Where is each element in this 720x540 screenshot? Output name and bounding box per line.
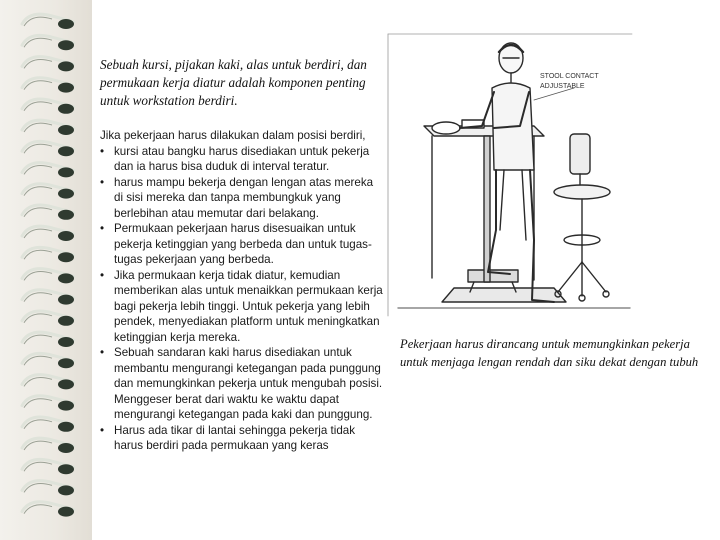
binder-ring-icon <box>22 120 74 135</box>
binder-ring-icon <box>22 141 74 156</box>
binder-ring-icon <box>22 459 74 474</box>
binder-ring-icon <box>22 269 74 284</box>
bullet-item: • harus mampu bekerja dengan lengan atas mereka di sisi mereka dan tanpa membungkuk yang berlebihan atau memutar dari belakang. <box>100 175 385 222</box>
bullet-item: • Jika permukaan kerja tidak diatur, kemudian memberikan alas untuk menaikkan permukaan kerja bagi pekerja lebih tinggi. Untuk pekerja yang lebih pendek, menyediakan platform untuk meningkatkan ketinggian kerja mereka. <box>100 268 385 346</box>
binder-ring-icon <box>22 247 74 262</box>
binder-ring-icon <box>22 332 74 347</box>
bullet-item: • kursi atau bangku harus disediakan untuk pekerja dan ia harus bisa duduk di interval teratur. <box>100 144 385 175</box>
stool-backrest-icon <box>570 134 590 174</box>
binder-ring-icon <box>22 99 74 114</box>
binder-rings <box>0 0 92 540</box>
bullet-item: • Sebuah sandaran kaki harus disediakan untuk membantu mengurangi ketegangan pada punggung dan memungkinkan pekerja untuk mengubah posisi. Menggeser berat dari waktu ke waktu dapat mengurangi ketegangan pada kaki dan punggung. <box>100 345 385 423</box>
binder-ring-icon <box>22 481 74 496</box>
illustration-label: ADJUSTABLE <box>540 83 585 90</box>
binder-ring-icon <box>22 438 74 453</box>
binder-ring-icon <box>22 502 74 517</box>
slide-body <box>100 128 385 454</box>
binder-ring-icon <box>22 290 74 305</box>
illustration-caption: Pekerjaan harus dirancang untuk memungkinkan pekerja untuk menjaga lengan rendah dan siku dekat dengan tubuh <box>400 337 699 369</box>
person-leg-icon <box>488 170 510 274</box>
stool-seat-icon <box>554 185 610 199</box>
binder-ring-icon <box>22 311 74 326</box>
body-intro: Jika pekerjaan harus dilakukan dalam posisi berdiri, <box>100 129 366 142</box>
floor-mat-icon <box>442 288 566 302</box>
bullet-list <box>100 144 385 454</box>
slide-title: Sebuah kursi, pijakan kaki, alas untuk berdiri, dan permukaan kerja diatur adalah komponen penting untuk workstation berdiri. <box>100 57 367 108</box>
binder-ring-icon <box>22 417 74 432</box>
illustration-label: STOOL CONTACT <box>540 73 599 80</box>
standing-workstation-illustration <box>384 30 636 320</box>
bullet-item: • Permukaan pekerjaan harus disesuaikan untuk pekerja ketinggian yang berbeda dan untuk tugas-tugas pekerjaan yang berbeda. <box>100 221 385 268</box>
binder-ring-icon <box>22 353 74 368</box>
bullet-item: • Harus ada tikar di lantai sehingga pekerja tidak harus berdiri pada permukaan yang keras <box>100 423 385 454</box>
binder-ring-icon <box>22 35 74 50</box>
binder-ring-icon <box>22 163 74 178</box>
binder-ring-icon <box>22 184 74 199</box>
binder-ring-icon <box>22 14 74 29</box>
binder-ring-icon <box>22 226 74 241</box>
binder-ring-icon <box>22 78 74 93</box>
binder-ring-icon <box>22 57 74 72</box>
binder-ring-icon <box>22 375 74 390</box>
binder-ring-icon <box>22 205 74 220</box>
binder-ring-icon <box>22 396 74 411</box>
